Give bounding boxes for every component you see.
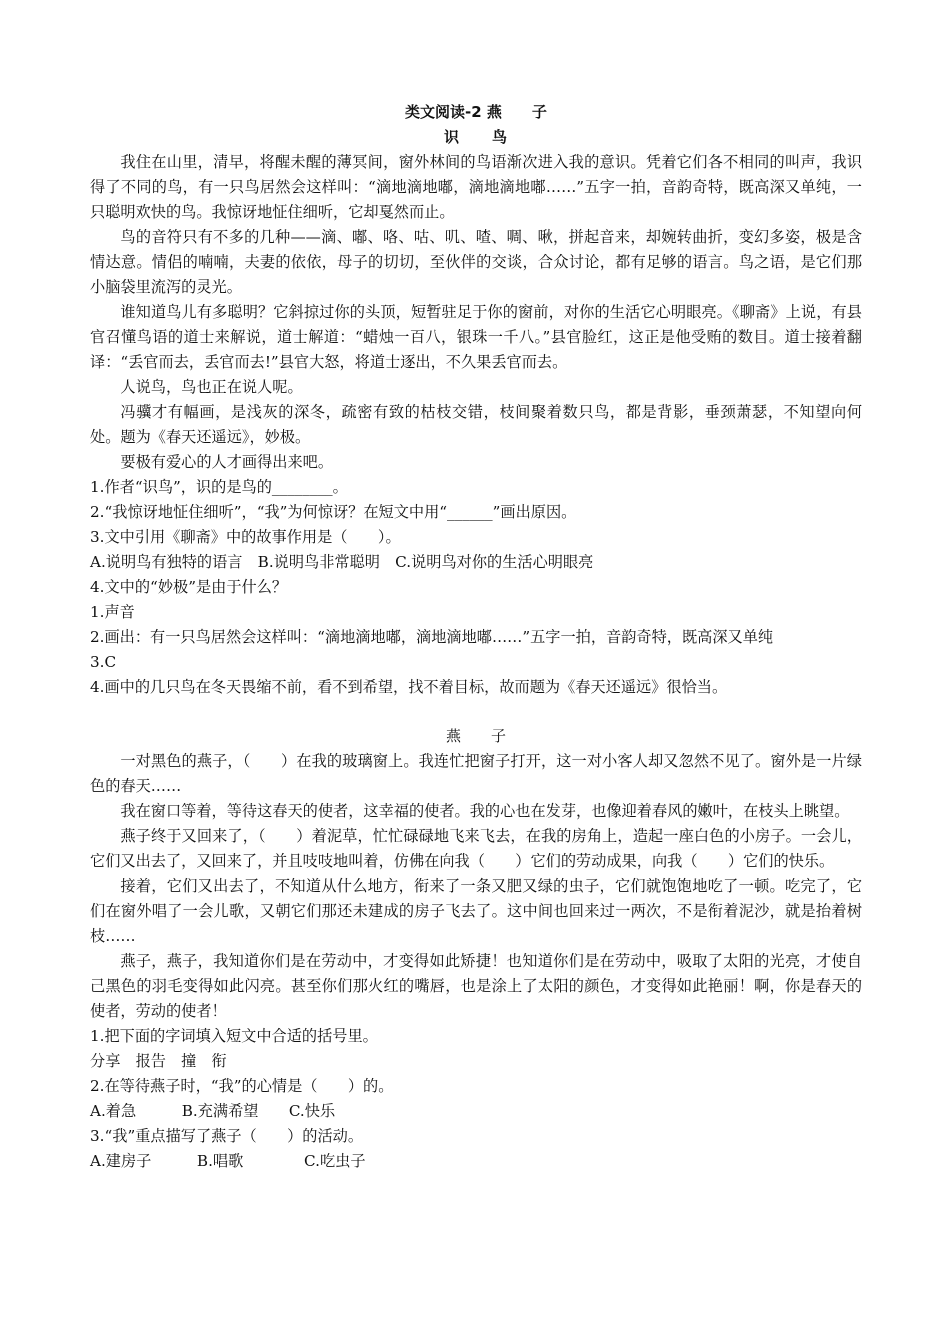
passage1-paragraph: 我住在山里，清早，将醒未醒的薄冥间，窗外林间的鸟语渐次进入我的意识。凭着它们各不相同的叫声，我识得了不同的鸟，有一只鸟居然会这样叫：“滴地滴地嘟，滴地滴地嘟……”五字一拍，音韵奇特，既高深又单纯，一只聪明欢快的鸟。我惊讶地怔住细听，它却戛然而止。 [90,153,862,221]
passage1-paragraph: 谁知道鸟儿有多聪明？它斜掠过你的头顶，短暂驻足于你的窗前，对你的生活它心明眼亮。《聊斋》上说，有县官召懂鸟语的道士来解说，道士解道：“蜡烛一百八，银珠一千八。”县官脸红，这正是他受贿的数目。道士接着翻译：“丢官而去，丢官而去!”县官大怒，将道士逐出，不久果丢官而去。 [90,303,862,371]
passage2-paragraph: 一对黑色的燕子，（ ）在我的玻璃窗上。我连忙把窗子打开，这一对小客人却又忽然不见了。窗外是一片绿色的春天…… [90,752,862,795]
passage1-paragraph: 冯骥才有幅画，是浅灰的深冬，疏密有致的枯枝交错，枝间聚着数只鸟，都是背影，垂颈萧瑟，不知望向何处。题为《春天还遥远》，妙极。 [90,403,862,446]
p2-question-1: 1.把下面的字词填入短文中合适的括号里。 [90,1027,378,1045]
passage2-paragraph: 接着，它们又出去了，不知道从什么地方，衔来了一条又肥又绿的虫子，它们就饱饱地吃了一顿。吃完了，它们在窗外唱了一会儿歌，又朝它们那还未建成的房子飞去了。这中间也回来过一两次，不是衔着泥沙，就是抬着树枝…… [90,877,862,945]
passage2-paragraph: 我在窗口等着，等待这春天的使者，这幸福的使者。我的心也在发芽，也像迎着春风的嫩叶，在枝头上眺望。 [120,802,850,820]
passage1-paragraph: 要极有爱心的人才画得出来吧。 [120,453,334,471]
question-2: 2.“我惊讶地怔住细听”，“我”为何惊讶？在短文中用“______”画出原因。 [90,503,577,521]
p2-word-bank: 分享 报告 撞 衔 [90,1052,227,1070]
answer-2: 2.画出：有一只鸟居然会这样叫：“滴地滴地嘟，滴地滴地嘟……”五字一拍，音韵奇特，既高深又单纯 [90,628,774,646]
passage2-paragraph: 燕子，燕子，我知道你们是在劳动中，才变得如此矫捷！也知道你们是在劳动中，吸取了太阳的光亮，才使自己黑色的羽毛变得如此闪亮。甚至你们那火红的嘴唇，也是涂上了太阳的颜色，才变得如此艳丽！啊，你是春天的使者，劳动的使者！ [90,952,862,1020]
document-page [90,100,862,1174]
question-3: 3.文中引用《聊斋》中的故事作用是（ ）。 [90,528,401,546]
passage2-paragraph: 燕子终于又回来了，（ ）着泥草，忙忙碌碌地飞来飞去，在我的房角上，造起一座白色的小房子。一会儿，它们又出去了，又回来了，并且吱吱地叫着，仿佛在向我（ ）它们的劳动成果，向我（ ）它们的快乐。 [90,827,862,870]
answer-3: 3.C [90,653,117,671]
answer-4: 4.画中的几只鸟在冬天畏缩不前，看不到希望，找不着目标，故而题为《春天还遥远》很恰当。 [90,678,728,696]
p2-question-3: 3.“我”重点描写了燕子（ ）的活动。 [90,1127,364,1145]
p2-question-2: 2.在等待燕子时，“我”的心情是（ ）的。 [90,1077,394,1095]
p2-question-3-options: A.建房子 B.唱歌 C.吃虫子 [90,1152,366,1170]
passage1-paragraph: 鸟的音符只有不多的几种——滴、嘟、咯、咕、叽、喳、啁、啾，拼起音来，却婉转曲折，变幻多姿，极是含情达意。情侣的喃喃，夫妻的依依，母子的切切，至伙伴的交谈，合众讨论，都有足够的语言。鸟之语，是它们那小脑袋里流泻的灵光。 [90,228,862,296]
question-3-options: A.说明鸟有独特的语言 B.说明鸟非常聪明 C.说明鸟对你的生活心明眼亮 [90,553,594,571]
passage1-title: 识 鸟 [443,128,508,146]
question-4: 4.文中的“妙极”是由于什么？ [90,578,288,596]
passage2-title: 燕 子 [445,727,506,745]
passage1-paragraph: 人说鸟，鸟也正在说人呢。 [120,378,303,396]
p2-question-2-options: A.着急 B.充满希望 C.快乐 [90,1102,336,1120]
question-1: 1.作者“识鸟”，识的是鸟的________。 [90,478,348,496]
document-title: 类文阅读-2 燕 子 [405,103,547,121]
answer-1: 1.声音 [90,603,135,621]
